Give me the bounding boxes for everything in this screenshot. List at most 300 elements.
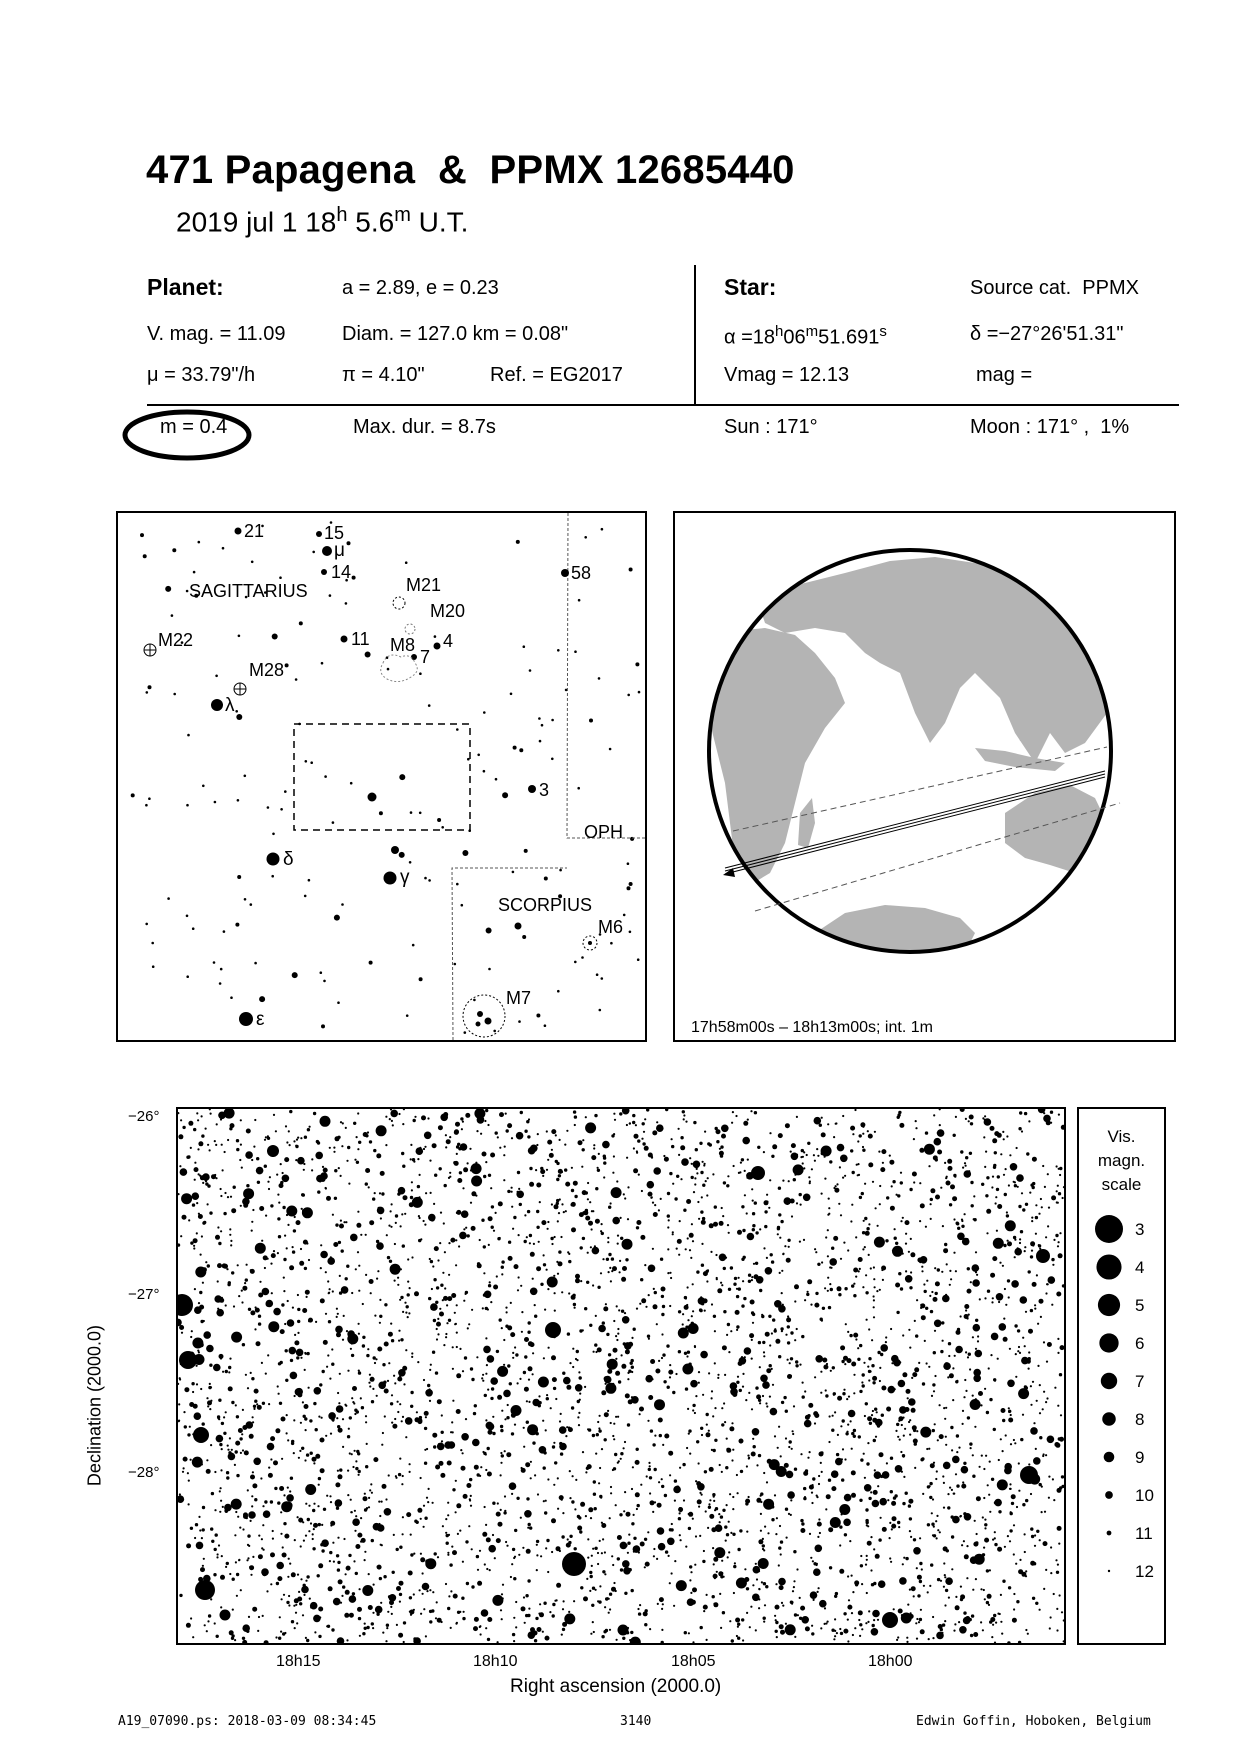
field-star xyxy=(688,1632,690,1634)
field-star xyxy=(661,1333,663,1335)
field-star xyxy=(819,1600,827,1608)
background-star xyxy=(544,1024,547,1027)
field-star xyxy=(624,1441,626,1443)
field-star xyxy=(965,1390,967,1392)
field-star xyxy=(859,1623,862,1626)
field-star xyxy=(663,1155,665,1157)
field-star xyxy=(943,1482,945,1484)
field-star xyxy=(417,1419,422,1424)
field-star xyxy=(571,1406,574,1409)
field-star xyxy=(278,1637,281,1640)
field-star xyxy=(750,1110,752,1112)
field-star xyxy=(501,1114,503,1116)
field-star xyxy=(1022,1337,1024,1339)
field-star xyxy=(919,1618,922,1621)
field-star xyxy=(965,1165,967,1167)
field-star xyxy=(640,1235,645,1240)
field-star xyxy=(228,1281,231,1284)
field-star xyxy=(882,1279,884,1281)
field-star xyxy=(970,1634,973,1637)
field-star xyxy=(1013,1608,1015,1610)
field-star xyxy=(735,1618,740,1623)
field-star xyxy=(357,1251,359,1253)
field-star xyxy=(636,1220,641,1225)
field-star xyxy=(950,1184,955,1189)
field-star xyxy=(456,1373,461,1378)
field-star xyxy=(947,1159,952,1164)
field-star xyxy=(1047,1436,1055,1444)
field-star xyxy=(179,1325,184,1330)
field-star xyxy=(285,1125,287,1127)
field-star xyxy=(958,1621,960,1623)
field-star xyxy=(598,1482,600,1484)
field-star xyxy=(753,1445,756,1448)
field-star xyxy=(284,1157,289,1162)
field-star xyxy=(901,1471,903,1473)
field-star xyxy=(270,1552,275,1557)
field-star xyxy=(241,1301,243,1303)
field-star xyxy=(261,1568,269,1576)
field-star xyxy=(775,1533,777,1535)
field-star xyxy=(187,1472,189,1474)
field-star xyxy=(628,1370,631,1373)
field-star xyxy=(403,1641,405,1643)
field-star xyxy=(572,1348,574,1350)
field-star xyxy=(738,1361,743,1366)
field-star xyxy=(249,1515,251,1517)
field-star xyxy=(297,1320,300,1323)
field-star xyxy=(931,1523,934,1526)
field-star xyxy=(190,1617,192,1619)
background-star xyxy=(148,685,152,689)
field-star xyxy=(965,1309,967,1311)
field-star xyxy=(229,1358,231,1360)
field-star xyxy=(778,1305,786,1313)
field-star xyxy=(380,1602,382,1604)
field-star xyxy=(866,1559,868,1561)
field-star xyxy=(582,1139,584,1141)
field-star xyxy=(984,1297,986,1299)
field-star xyxy=(850,1420,852,1422)
field-star xyxy=(746,1212,748,1214)
field-star xyxy=(889,1557,891,1559)
label-epsilon: ε xyxy=(256,1009,265,1030)
field-star xyxy=(785,1437,787,1439)
field-star xyxy=(722,1215,724,1217)
field-star xyxy=(320,1244,322,1246)
field-star xyxy=(231,1208,236,1213)
field-star xyxy=(288,1558,290,1560)
field-star xyxy=(905,1243,907,1245)
field-star xyxy=(1018,1205,1021,1208)
field-star xyxy=(726,1448,731,1453)
field-star xyxy=(807,1142,810,1145)
background-star xyxy=(186,975,189,978)
field-star xyxy=(828,1441,830,1443)
field-star xyxy=(403,1195,408,1200)
field-star xyxy=(360,1517,362,1519)
field-star xyxy=(1059,1232,1061,1234)
field-star xyxy=(304,1404,309,1409)
field-star xyxy=(386,1624,389,1627)
field-star xyxy=(487,1638,490,1641)
field-star xyxy=(813,1411,818,1416)
field-star xyxy=(582,1237,585,1240)
field-star xyxy=(452,1294,454,1296)
field-star xyxy=(969,1115,974,1120)
field-star xyxy=(1008,1296,1010,1298)
field-star xyxy=(904,1428,906,1430)
field-star xyxy=(510,1302,512,1304)
field-star xyxy=(242,1198,250,1206)
field-star xyxy=(812,1477,815,1480)
field-star xyxy=(304,1136,307,1139)
field-star xyxy=(920,1203,925,1208)
field-star xyxy=(601,1223,603,1225)
field-star xyxy=(446,1542,449,1545)
field-star xyxy=(702,1184,705,1187)
field-star xyxy=(485,1469,487,1471)
field-star xyxy=(561,1203,563,1205)
field-star xyxy=(866,1592,868,1594)
field-star xyxy=(791,1143,796,1148)
field-star xyxy=(967,1356,969,1358)
field-star xyxy=(231,1271,234,1274)
field-star xyxy=(295,1388,303,1396)
field-star xyxy=(320,1543,323,1546)
field-star xyxy=(873,1619,875,1621)
field-star xyxy=(671,1138,673,1140)
field-star xyxy=(1009,1540,1011,1542)
field-star xyxy=(620,1458,622,1460)
field-star xyxy=(810,1591,818,1599)
field-star xyxy=(715,1127,718,1130)
field-star xyxy=(695,1535,697,1537)
field-star xyxy=(432,1502,434,1504)
label-delta: δ xyxy=(283,849,294,870)
field-star xyxy=(343,1315,345,1317)
background-star xyxy=(152,965,155,968)
field-star xyxy=(720,1575,723,1578)
field-star xyxy=(853,1374,855,1376)
field-star xyxy=(700,1351,708,1359)
field-star xyxy=(701,1220,706,1225)
field-star xyxy=(985,1151,987,1153)
field-star xyxy=(986,1569,989,1572)
field-star xyxy=(678,1328,689,1339)
field-star xyxy=(382,1632,384,1634)
field-star xyxy=(191,1330,193,1332)
field-star xyxy=(341,1595,343,1597)
field-star xyxy=(538,1377,549,1388)
field-star xyxy=(778,1302,781,1305)
field-star xyxy=(650,1359,655,1364)
field-star xyxy=(794,1613,797,1616)
field-star xyxy=(347,1333,358,1344)
field-star xyxy=(590,1246,592,1248)
field-star xyxy=(583,1596,588,1601)
field-star xyxy=(710,1251,712,1253)
field-star xyxy=(764,1526,766,1528)
field-star xyxy=(406,1512,411,1517)
field-star xyxy=(387,1611,389,1613)
field-star xyxy=(278,1235,281,1238)
field-star xyxy=(553,1484,555,1486)
field-star xyxy=(270,1204,273,1207)
field-star xyxy=(410,1405,413,1408)
field-star xyxy=(562,1372,565,1375)
field-star xyxy=(916,1550,918,1552)
field-star xyxy=(948,1597,950,1599)
field-star xyxy=(800,1519,803,1522)
field-star xyxy=(194,1167,199,1172)
field-star xyxy=(1039,1539,1041,1541)
field-star xyxy=(471,1176,482,1187)
field-star xyxy=(853,1283,855,1285)
field-star xyxy=(487,1308,489,1310)
field-star xyxy=(236,1474,239,1477)
field-star xyxy=(617,1243,619,1245)
field-star xyxy=(471,1191,476,1196)
field-star xyxy=(492,1595,503,1606)
field-star xyxy=(926,1280,928,1282)
field-star xyxy=(337,1561,340,1564)
field-star xyxy=(1029,1192,1031,1194)
field-star xyxy=(463,1494,468,1499)
field-star xyxy=(614,1119,616,1121)
field-star xyxy=(537,1493,539,1495)
field-star xyxy=(368,1170,370,1172)
field-star xyxy=(816,1148,818,1150)
field-star xyxy=(621,1277,626,1282)
field-star xyxy=(706,1424,708,1426)
field-star xyxy=(402,1516,404,1518)
field-star xyxy=(277,1217,280,1220)
field-star xyxy=(303,1594,305,1596)
field-star xyxy=(389,1594,397,1602)
field-star xyxy=(932,1383,935,1386)
field-star xyxy=(1032,1597,1035,1600)
field-star xyxy=(910,1238,912,1240)
field-star xyxy=(1042,1408,1044,1410)
field-star xyxy=(513,1577,516,1580)
field-star xyxy=(431,1288,433,1290)
field-star xyxy=(390,1606,392,1608)
field-star xyxy=(181,1193,192,1204)
field-star xyxy=(430,1217,435,1222)
field-star xyxy=(752,1322,754,1324)
field-star xyxy=(317,1574,320,1577)
field-star xyxy=(406,1305,409,1308)
field-star xyxy=(227,1449,229,1451)
field-star xyxy=(179,1165,181,1167)
field-star xyxy=(563,1211,565,1213)
field-star xyxy=(488,1284,491,1287)
field-star xyxy=(567,1332,570,1335)
field-star xyxy=(557,1220,559,1222)
field-star xyxy=(1024,1246,1026,1248)
field-star xyxy=(569,1535,572,1538)
ytick-label: −26° xyxy=(128,1108,160,1125)
field-star xyxy=(894,1494,897,1497)
field-star xyxy=(580,1502,585,1507)
field-star xyxy=(683,1118,685,1120)
field-star xyxy=(355,1544,360,1549)
field-star xyxy=(653,1555,655,1557)
field-star xyxy=(865,1291,868,1294)
field-star xyxy=(986,1411,989,1414)
field-star xyxy=(484,1506,486,1508)
field-star xyxy=(631,1589,634,1592)
field-star xyxy=(369,1385,371,1387)
field-star xyxy=(211,1492,214,1495)
detail-field-panel xyxy=(176,1107,1066,1645)
field-star xyxy=(758,1341,761,1344)
field-star xyxy=(294,1395,296,1397)
field-star xyxy=(839,1166,841,1168)
field-star xyxy=(1021,1572,1026,1577)
field-star xyxy=(615,1590,617,1592)
field-star xyxy=(752,1228,755,1231)
field-star xyxy=(965,1351,967,1353)
field-star xyxy=(630,1631,633,1634)
field-star xyxy=(853,1429,856,1432)
field-star xyxy=(991,1636,993,1638)
field-star xyxy=(995,1622,997,1624)
field-star xyxy=(436,1328,438,1330)
field-star xyxy=(672,1233,674,1235)
field-star xyxy=(873,1582,876,1585)
field-star xyxy=(940,1350,943,1353)
field-star xyxy=(294,1340,299,1345)
label-gamma: γ xyxy=(400,867,410,888)
field-star xyxy=(838,1293,841,1296)
field-star xyxy=(377,1270,379,1272)
field-star xyxy=(485,1373,487,1375)
field-star xyxy=(276,1582,279,1585)
field-star xyxy=(387,1380,389,1382)
field-star xyxy=(669,1172,672,1175)
field-star xyxy=(580,1586,583,1589)
field-star xyxy=(325,1187,327,1189)
field-star xyxy=(492,1534,494,1536)
field-star xyxy=(972,1475,975,1478)
field-star xyxy=(777,1447,779,1449)
field-star xyxy=(1018,1641,1021,1643)
field-star xyxy=(834,1630,836,1632)
field-star xyxy=(682,1463,685,1466)
field-star xyxy=(329,1551,332,1554)
field-star xyxy=(814,1303,819,1308)
field-star xyxy=(511,1187,513,1189)
field-star xyxy=(1048,1497,1050,1499)
field-star xyxy=(648,1468,651,1471)
field-star xyxy=(781,1292,783,1294)
field-star xyxy=(514,1264,519,1269)
field-star xyxy=(410,1534,412,1536)
field-star xyxy=(671,1572,673,1574)
field-star xyxy=(232,1578,235,1581)
field-star xyxy=(553,1387,556,1390)
field-star xyxy=(609,1608,611,1610)
field-star xyxy=(903,1557,905,1559)
field-star xyxy=(223,1416,225,1418)
field-star xyxy=(992,1176,994,1178)
field-star xyxy=(1024,1533,1026,1535)
field-star xyxy=(496,1512,501,1517)
field-star xyxy=(358,1470,361,1473)
field-star xyxy=(1004,1546,1006,1548)
field-star xyxy=(253,1408,255,1410)
field-star xyxy=(751,1276,753,1278)
field-star xyxy=(220,1195,222,1197)
field-star xyxy=(778,1426,780,1428)
field-star xyxy=(917,1594,920,1597)
field-star xyxy=(429,1400,431,1402)
field-star xyxy=(795,1364,798,1367)
field-star xyxy=(808,1176,810,1178)
field-star xyxy=(448,1595,450,1597)
field-star xyxy=(708,1372,710,1374)
field-star xyxy=(656,1121,658,1123)
field-star xyxy=(487,1423,495,1431)
field-star xyxy=(477,1473,480,1476)
field-star xyxy=(664,1157,669,1162)
field-star xyxy=(521,1311,523,1313)
field-star xyxy=(410,1391,413,1394)
background-star xyxy=(584,536,587,539)
field-star xyxy=(419,1147,421,1149)
field-star xyxy=(474,1465,479,1470)
field-star xyxy=(1057,1405,1059,1407)
field-star xyxy=(280,1163,282,1165)
label-mu: μ xyxy=(334,540,345,561)
field-star xyxy=(417,1508,422,1513)
field-star xyxy=(972,1454,974,1456)
field-star xyxy=(598,1600,601,1603)
field-star xyxy=(873,1295,875,1297)
field-star xyxy=(529,1242,531,1244)
field-star xyxy=(588,1507,593,1512)
field-star xyxy=(818,1518,820,1520)
field-star xyxy=(894,1228,896,1230)
field-star xyxy=(382,1484,387,1489)
field-star xyxy=(476,1356,478,1358)
field-star xyxy=(607,1237,609,1239)
field-star xyxy=(760,1501,762,1503)
field-star xyxy=(568,1253,570,1255)
field-star xyxy=(501,1266,504,1269)
field-star xyxy=(799,1597,801,1599)
field-star xyxy=(215,1144,217,1146)
background-star xyxy=(577,787,580,790)
field-star xyxy=(381,1192,384,1195)
field-star xyxy=(805,1626,810,1631)
field-star xyxy=(436,1286,439,1289)
field-star xyxy=(357,1148,359,1150)
field-star xyxy=(825,1622,827,1624)
field-star xyxy=(621,1310,624,1313)
field-star xyxy=(272,1530,274,1532)
field-star xyxy=(1003,1337,1008,1342)
field-star xyxy=(936,1470,938,1472)
field-star xyxy=(914,1320,916,1322)
field-star xyxy=(713,1602,718,1607)
field-star xyxy=(487,1472,492,1477)
field-star xyxy=(547,1221,549,1223)
field-star xyxy=(1034,1304,1036,1306)
field-star xyxy=(296,1622,298,1624)
